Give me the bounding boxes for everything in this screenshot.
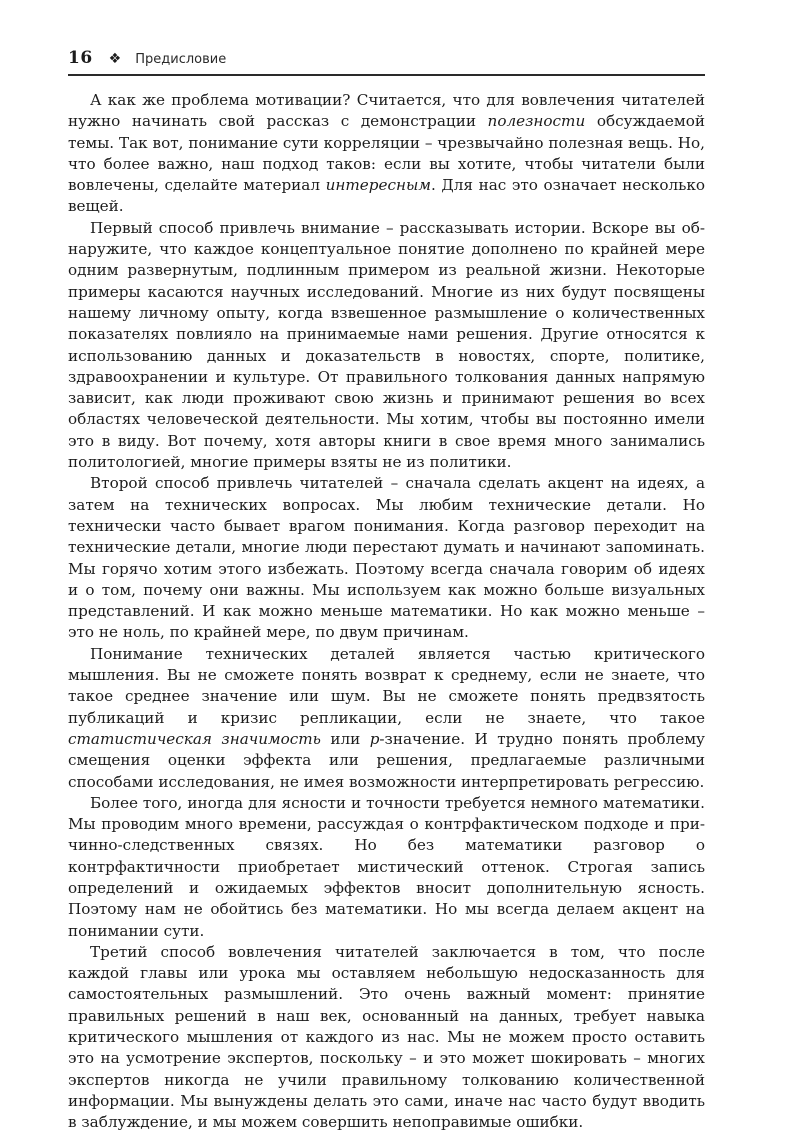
page-number: 16 xyxy=(68,48,93,68)
running-head xyxy=(68,48,705,76)
text-run: или xyxy=(320,729,370,748)
italic-text-run: p xyxy=(369,729,380,748)
paragraph xyxy=(68,473,705,643)
italic-text-run: статистическая значимость xyxy=(68,729,321,748)
paragraph xyxy=(68,942,705,1134)
text-run: Понимание технических деталей является частью критического мышления. Вы не сможете понять возврат к среднему, если не знаете, что такое среднее значение или шум. Вы не сможете понять предвзятость публикаций и кризис репликации, если не знаете, что такое xyxy=(68,644,705,727)
text-run: . Для нас это означает несколько вещей. xyxy=(68,176,706,216)
text-run: Более того, иногда для ясности и точности требуется немного математики. Мы проводим много времени, рассуждая о контрфактическом подходе и причинно-следственных связях. Но без математики разговор о контрфактичности приобретает мистический оттенок. Строгая запись определений и ожидаемых эффектов вносит дополнительную ясность. Поэтому нам не обойтись без математики. Но мы всегда делаем акцент на понимании сути. xyxy=(68,793,705,940)
paragraph xyxy=(68,793,705,942)
text-run: Первый способ привлечь внимание – рассказывать истории. Вскоре вы обнаружите, что каждое концептуальное понятие дополнено по крайней мере одним развернутым, подлинным примером из реальной жизни. Некоторые примеры касаются научных исследований. Многие из них будут посвящены нашему личному опыту, когда взвешенное размышление о количественных показателях повлияло на принимаемые нами решения. Другие относятся к использованию данных и доказательств в новостях, спорте, политике, здравоохранении и культуре. От правильного толкования данных напрямую зависит, как люди проживают свою жизнь и принимают решения во всех областях человеческой деятельности. Мы хотим, чтобы вы постоянно имели это в виду. Вот почему, хотя авторы книги в свое время много занимались политологией, многие примеры взяты не из политики. xyxy=(68,218,705,472)
italic-text-run: интересным xyxy=(325,176,431,195)
section-title: Предисловие xyxy=(135,52,227,67)
paragraph xyxy=(68,218,705,474)
ornament-icon: ❖ xyxy=(108,51,122,67)
paragraph xyxy=(68,644,705,793)
paragraph xyxy=(68,90,705,218)
text-run: Третий способ вовлечения читателей заключается в том, что после каждой главы или урока мы оставляем небольшую недосказанность для самостоятельных размышлений. Это очень важный момент: принятие правильных решений в наш век, основанный на данных, требует навыка критического мышления от каждого из нас. Мы не можем просто оставить это на усмотрение экспертов, поскольку – и это может шокировать – многих экспертов никогда не учили правильному толкованию количественной информации. Мы вынуждены делать это сами, иначе нас часто будут вводить в заблуждение, и мы можем совершить непоправимые ошибки. xyxy=(68,942,705,1132)
italic-text-run: полезности xyxy=(487,112,586,131)
text-run: А как же проблема мотивации? Считается, что для вовлечения читателей нужно начинать свой рассказ с демонстрации xyxy=(68,91,705,131)
text-run: обсуждаемой темы. Так вот, понимание сути корреляции – чрезвычайно полезная вещь. Но, что более важно, наш подход таков: если вы хотите, чтобы читатели были вовлечены, сделайте материал xyxy=(68,112,705,195)
text-run: -значение. И трудно понять проблему смещения оценки эффекта или решения, предлагаемые различными способами исследования, не имея возможности интерпретировать регрессию. xyxy=(68,729,705,791)
body-text xyxy=(68,90,705,1134)
text-run: Второй способ привлечь читателей – сначала сделать акцент на идеях, а затем на технических вопросах. Мы любим технические детали. Но технически часто бывает врагом понимания. Когда разговор переходит на технические детали, многие люди перестают думать и начинают запоминать. Мы горячо хотим этого избежать. Поэтому всегда сначала говорим об идеях и о том, почему они важны. Мы используем как можно больше визуальных представлений. И как можно меньше математики. Но как можно меньше – это не ноль, по крайней мере, по двум причинам. xyxy=(68,474,705,642)
book-page xyxy=(68,48,705,1134)
